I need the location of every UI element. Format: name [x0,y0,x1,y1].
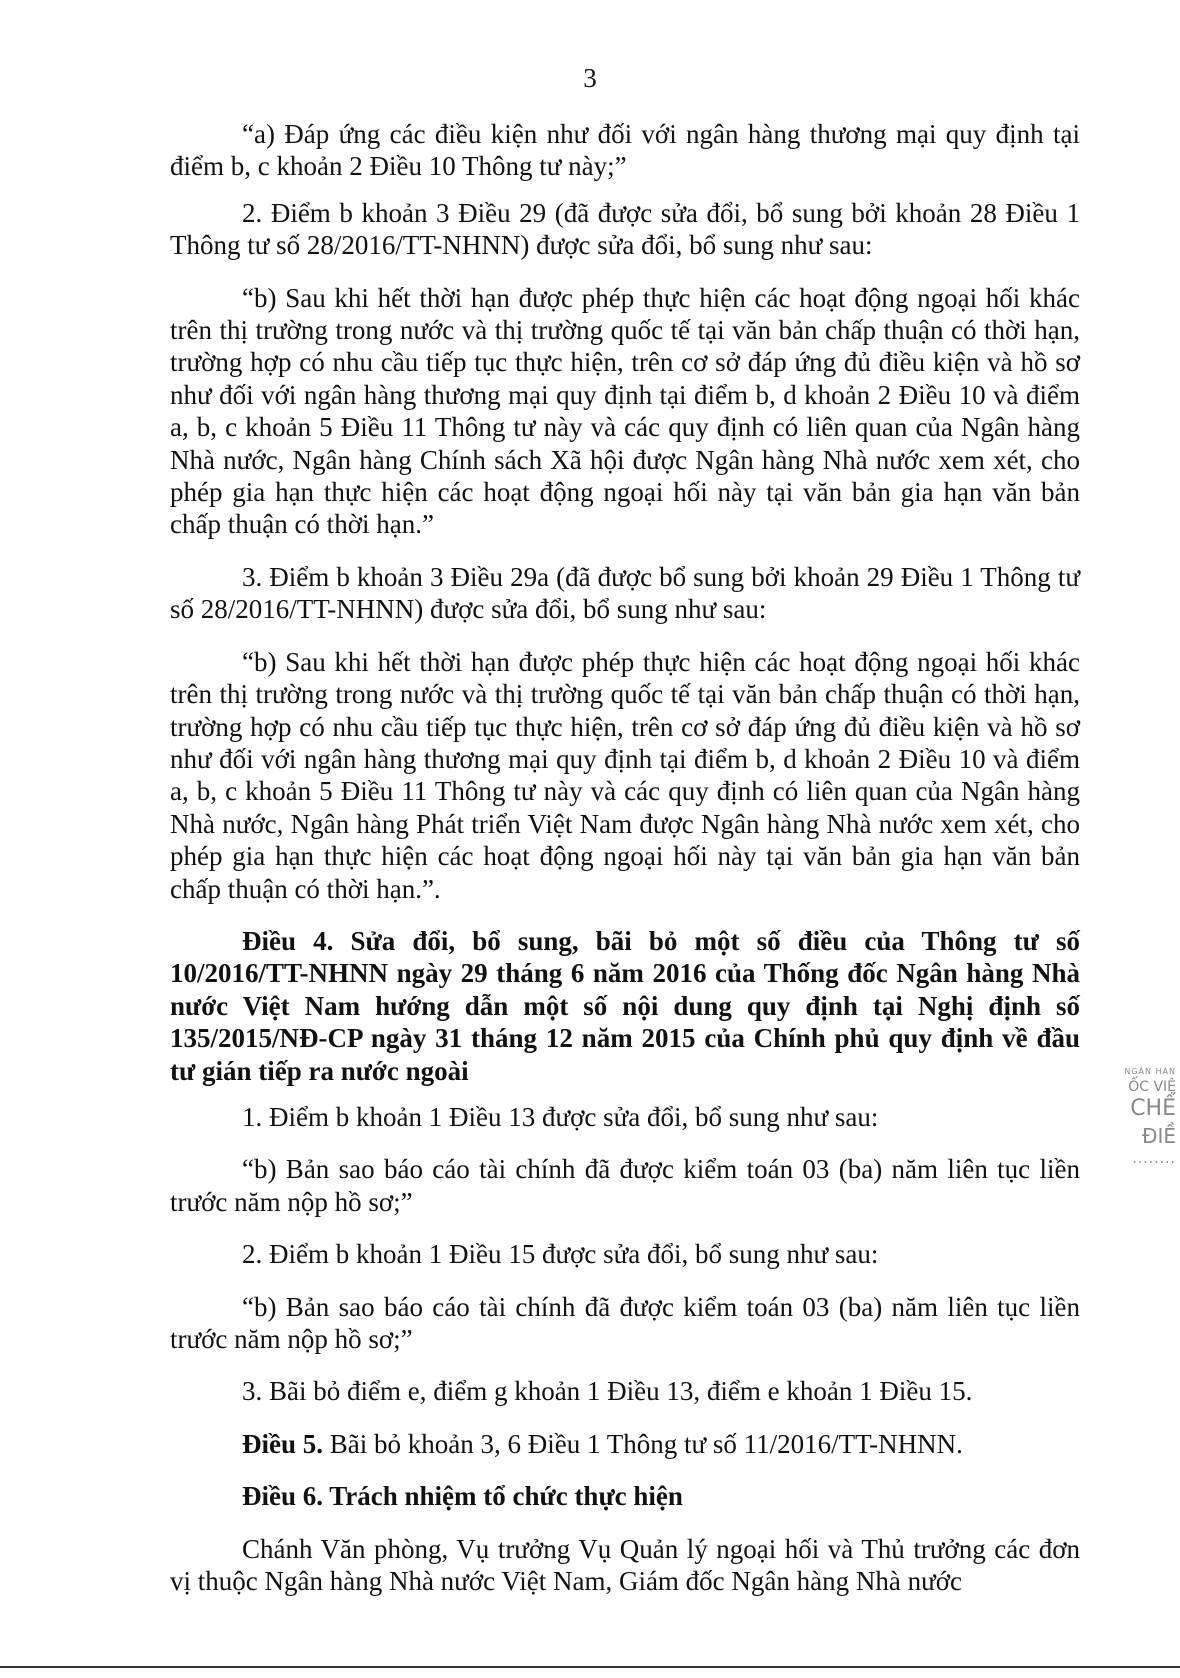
stamp-line-4: ĐIỀ [1141,1124,1176,1148]
article-4-item-2: 2. Điểm b khoản 1 Điều 15 được sửa đổi, bổ sung như sau: [242,1239,879,1270]
document-body [170,118,1080,1617]
quoted-clause-b-social-policy-bank: “b) Sau khi hết thời hạn được phép thực hiện các hoạt động ngoại hối khác trên thị trường trong nước và thị trường quốc tế tại văn bản chấp thuận có thời hạn, trường hợp có nhu cầu tiếp tục thực hiện, trên cơ sở đáp ứng đủ điều kiện và hồ sơ như đối với ngân hàng thương mại quy định tại điểm b, d khoản 2 Điều 10 và điểm a, b, c khoản 5 Điều 11 Thông tư này và các quy định có liên quan của Ngân hàng Nhà nước, Ngân hàng Chính sách Xã hội được Ngân hàng Nhà nước xem xét, cho phép gia hạn thực hiện các hoạt động ngoại hối này tại văn bản gia hạn văn bản chấp thuận có thời hạn.” [170,282,1080,540]
amendment-item-3: 3. Điểm b khoản 3 Điều 29a (đã được bổ sung bởi khoản 29 Điều 1 Thông tư số 28/2016/TT-NHNN) được sửa đổi, bổ sung như sau: [170,561,1080,625]
article-6-heading: Điều 6. Trách nhiệm tổ chức thực hiện [242,1481,683,1512]
article-4-quoted-clause-1: “b) Bản sao báo cáo tài chính đã được kiểm toán 03 (ba) năm liên tục liền trước năm nộp hồ sơ;” [170,1154,1080,1217]
article-5-text: Bãi bỏ khoản 3, 6 Điều 1 Thông tư số 11/2016/TT-NHNN. [323,1428,963,1459]
stamp-line-2: ỐC VIỆ [1128,1079,1176,1095]
quoted-clause-b-development-bank: “b) Sau khi hết thời hạn được phép thực hiện các hoạt động ngoại hối khác trên thị trường trong nước và thị trường quốc tế tại văn bản chấp thuận có thời hạn, trường hợp có nhu cầu tiếp tục thực hiện, trên cơ sở đáp ứng đủ điều kiện và hồ sơ như đối với ngân hàng thương mại quy định tại điểm b, d khoản 2 Điều 10 và điểm a, b, c khoản 5 Điều 11 Thông tư này và các quy định có liên quan của Ngân hàng Nhà nước, Ngân hàng Phát triển Việt Nam được Ngân hàng Nhà nước xem xét, cho phép gia hạn thực hiện các hoạt động ngoại hối này tại văn bản gia hạn văn bản chấp thuận có thời hạn.”. [170,646,1080,904]
quoted-clause-a: “a) Đáp ứng các điều kiện như đối với ngân hàng thương mại quy định tại điểm b, c khoản 2 Điều 10 Thông tư này;” [170,119,1080,182]
amendment-item-2: 2. Điểm b khoản 3 Điều 29 (đã được sửa đổi, bổ sung bởi khoản 28 Điều 1 Thông tư số 28/2016/TT-NHNN) được sửa đổi, bổ sung như sau: [170,197,1080,261]
article-4-item-3: 3. Bãi bỏ điểm e, điểm g khoản 1 Điều 13, điểm e khoản 1 Điều 15. [242,1376,973,1407]
bottom-border-line [0,1666,1180,1668]
stamp-line-1: NGÂN HÀN [1124,1067,1176,1076]
article-4-item-1: 1. Điểm b khoản 1 Điều 13 được sửa đổi, bổ sung như sau: [242,1101,879,1132]
article-6-paragraph: Chánh Văn phòng, Vụ trưởng Vụ Quản lý ngoại hối và Thủ trưởng các đơn vị thuộc Ngân hàng Nhà nước Việt Nam, Giám đốc Ngân hàng Nhà nước [170,1533,1080,1597]
article-4-heading: Điều 4. Sửa đổi, bổ sung, bãi bỏ một số điều của Thông tư số 10/2016/TT-NHNN ngày 29 tháng 6 năm 2016 của Thống đốc Ngân hàng Nhà nước Việt Nam hướng dẫn một số nội dung quy định tại Nghị định số 135/2015/NĐ-CP ngày 31 tháng 12 năm 2015 của Chính phủ quy định về đầu tư gián tiếp ra nước ngoài [170,925,1080,1086]
article-4-quoted-clause-2: “b) Bản sao báo cáo tài chính đã được kiểm toán 03 (ba) năm liên tục liền trước năm nộp hồ sơ;” [170,1291,1080,1354]
article-5 [170,1428,1080,1460]
page-number: 3 [583,63,597,93]
stamp-line-5: ........ [1132,1151,1176,1167]
article-5-heading: Điều 5. [242,1428,323,1459]
stamp-line-3: CHẾ [1130,1096,1176,1121]
margin-stamp [1108,1068,1176,1166]
